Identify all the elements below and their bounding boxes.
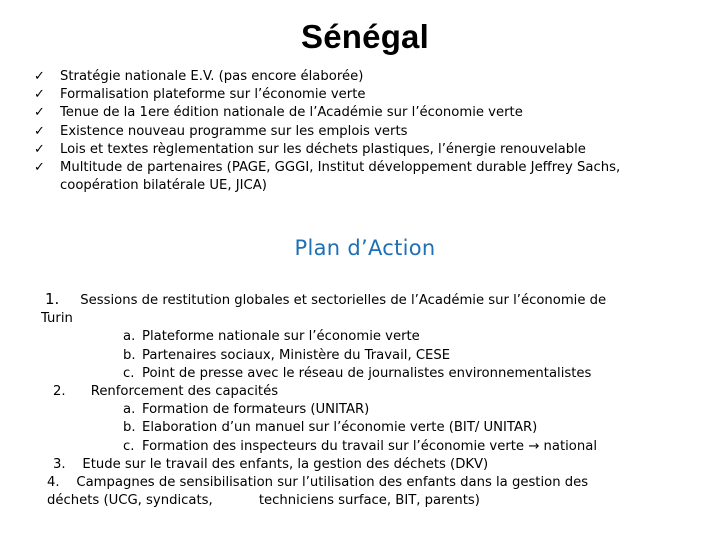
status-bullet-list xyxy=(34,68,620,195)
bullet-text: Lois et textes règlementation sur les déchets plastiques, l’énergie renouvelable xyxy=(60,141,586,157)
subitem-text-after: national xyxy=(543,438,597,454)
item-text: Etude sur le travail des enfants, la gestion des déchets (DKV) xyxy=(82,456,489,472)
slide-title: Sénégal xyxy=(301,18,429,55)
checkmark-icon: ✓ xyxy=(34,123,45,139)
checkmark-icon: ✓ xyxy=(34,69,45,84)
item-number: 4. xyxy=(47,475,60,491)
plan-subitem xyxy=(45,419,685,437)
list-item xyxy=(34,86,620,104)
plan-item-3 xyxy=(53,456,685,474)
action-plan xyxy=(41,290,685,510)
plan-item-4-continued xyxy=(47,492,685,510)
bullet-text: Formalisation plateforme sur l’économie verte xyxy=(60,87,366,103)
list-item xyxy=(34,123,620,141)
plan-item-1 xyxy=(45,290,685,310)
item-number: 3. xyxy=(53,456,66,472)
checkmark-icon: ✓ xyxy=(34,141,45,157)
plan-subitem xyxy=(45,328,685,346)
section-subtitle: Plan d’Action xyxy=(294,236,436,260)
bullet-text: Stratégie nationale E.V. (pas encore élaborée) xyxy=(60,69,364,84)
item-number: 1. xyxy=(45,290,60,308)
item-number: 2. xyxy=(53,384,66,400)
plan-item-1-continued xyxy=(41,310,685,328)
plan-subitem xyxy=(45,401,685,419)
checkmark-icon: ✓ xyxy=(34,160,45,176)
subitem-text: Partenaires sociaux, Ministère du Travail, CESE xyxy=(142,347,451,363)
subitem-letter: a. xyxy=(123,402,136,418)
item-text-continued: Turin xyxy=(41,311,73,327)
subitem-text: Formation des inspecteurs du travail sur l’économie verte xyxy=(142,438,525,454)
arrow-right-icon: → xyxy=(528,438,540,454)
subitem-letter: b. xyxy=(123,420,136,436)
subitem-text: Elaboration d’un manuel sur l’économie verte (BIT/ UNITAR) xyxy=(142,420,538,436)
bullet-text: Multitude de partenaires (PAGE, GGGI, Institut développement durable Jeffrey Sachs, xyxy=(60,160,621,176)
item-text: Renforcement des capacités xyxy=(90,384,279,400)
checkmark-icon: ✓ xyxy=(34,105,45,121)
bullet-text-continued: coopération bilatérale UE, JICA) xyxy=(60,178,267,194)
item-text: Campagnes de sensibilisation sur l’utilisation des enfants dans la gestion des xyxy=(76,475,589,491)
subitem-text: Plateforme nationale sur l’économie verte xyxy=(142,329,420,345)
list-item xyxy=(34,159,620,195)
item-text-continued: déchets (UCG, syndicats, xyxy=(47,493,213,509)
plan-item-4 xyxy=(47,474,685,492)
bullet-text: Tenue de la 1ere édition nationale de l’Académie sur l’économie verte xyxy=(60,105,523,121)
plan-subitem xyxy=(45,347,685,365)
list-item xyxy=(34,68,620,86)
subitem-letter: a. xyxy=(123,329,136,345)
subitem-letter: b. xyxy=(123,347,136,363)
plan-item-2 xyxy=(53,383,685,401)
bullet-text: Existence nouveau programme sur les emplois verts xyxy=(60,123,408,139)
item-text-continued: techniciens surface, BIT, parents) xyxy=(258,493,480,509)
subitem-text: Point de presse avec le réseau de journalistes environnementalistes xyxy=(142,365,592,381)
subitem-letter: c. xyxy=(123,438,135,454)
plan-subitem xyxy=(45,438,685,456)
subitem-text: Formation de formateurs (UNITAR) xyxy=(142,402,370,418)
subitem-letter: c. xyxy=(123,365,135,381)
item-text: Sessions de restitution globales et sectorielles de l’Académie sur l’économie de xyxy=(80,293,607,308)
list-item xyxy=(34,104,620,122)
list-item xyxy=(34,141,620,159)
plan-subitem xyxy=(45,365,685,383)
checkmark-icon: ✓ xyxy=(34,87,45,103)
